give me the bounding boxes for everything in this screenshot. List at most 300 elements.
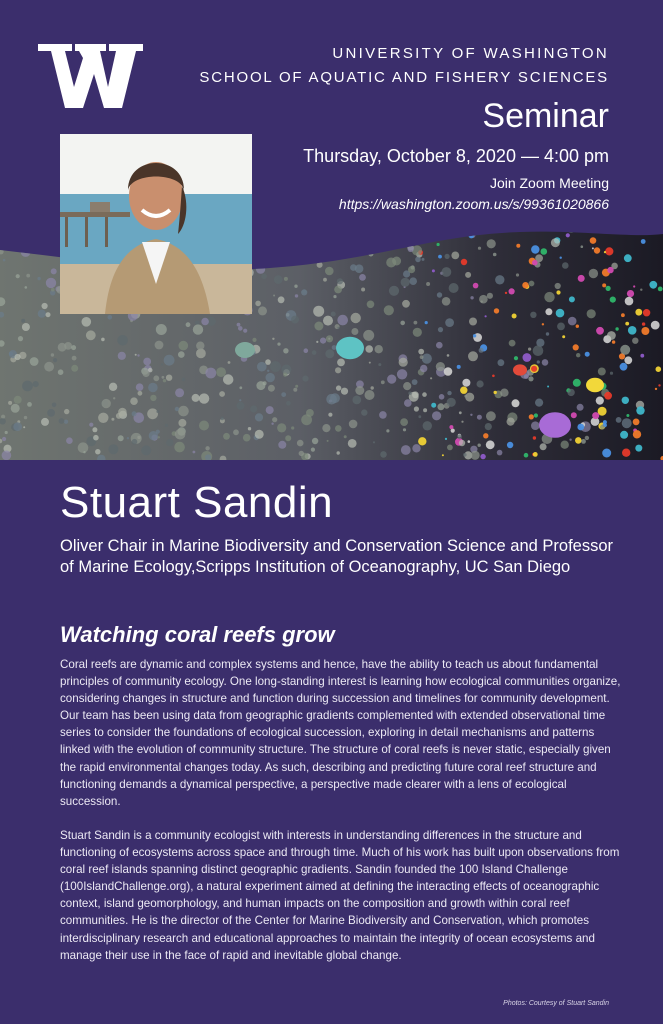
reef-texture-dot [514,356,518,360]
reef-texture-dot [573,379,581,387]
reef-texture-dot [41,418,49,426]
reef-texture-dot [182,378,186,382]
reef-texture-dot [101,338,105,342]
speaker-name: Stuart Sandin [60,478,334,527]
reef-texture-dot [83,451,85,453]
reef-texture-dot [37,277,40,280]
reef-texture-dot [431,403,436,408]
reef-texture-dot [277,343,280,346]
reef-texture-dot [442,297,451,306]
reef-texture-dot [314,254,320,260]
reef-texture-dot [52,403,57,408]
reef-texture-dot [109,383,117,391]
reef-texture-dot [500,389,508,397]
reef-texture-dot [606,286,611,291]
reef-texture-dot [420,355,424,359]
reef-texture-dot [147,408,158,419]
reef-texture-dot [488,222,494,228]
reef-texture-dot [542,323,544,325]
reef-texture-dot [655,388,657,390]
reef-texture-dot [314,225,321,232]
reef-texture-dot [143,370,150,377]
reef-texture-dot [607,331,616,340]
reef-texture-dot [413,328,422,337]
reef-texture-dot [656,366,662,372]
reef-texture-dot [546,332,549,335]
reef-texture-dot [442,454,444,456]
reef-texture-dot [555,283,561,289]
reef-texture-dot [523,353,532,362]
reef-texture-dot [350,264,357,271]
reef-texture-dot [34,227,40,233]
reef-texture-dot [402,300,410,308]
reef-texture-dot [113,397,115,399]
reef-texture-dot [278,296,285,303]
reef-texture-dot [592,247,594,249]
reef-texture-dot [622,418,632,428]
reef-texture-dot [269,223,276,230]
reef-texture-dot [281,220,291,229]
talk-title: Watching coral reefs grow [60,622,335,647]
reef-texture-dot [581,439,586,444]
reef-texture-dot [409,277,417,285]
reef-texture-dot [633,419,640,426]
reef-texture-dot [46,278,56,288]
reef-texture-dot [275,246,284,255]
reef-texture-dot [492,375,495,378]
reef-texture-dot [137,354,139,356]
reef-texture-dot [369,362,371,364]
reef-texture-dot [529,281,535,287]
reef-texture-dot [223,374,233,384]
university-name: UNIVERSITY OF WASHINGTON [332,45,609,62]
reef-texture-dot [58,369,64,375]
reef-texture-dot [422,392,427,397]
reef-texture-dot [365,390,375,400]
reef-texture-dot [412,379,418,385]
reef-texture-dot [556,309,565,318]
reef-texture-dot [581,245,584,248]
reef-texture-dot [598,368,606,376]
reef-texture-dot [328,228,334,234]
reef-texture-dot [238,326,243,331]
reef-texture-dot [643,309,650,316]
speaker-photo [60,134,252,314]
reef-texture-dot [437,243,440,246]
reef-texture-dot [175,388,184,397]
reef-texture-dot [604,392,612,400]
reef-texture-dot [337,278,343,284]
reef-texture-dot [325,267,334,276]
reef-texture-dot [612,340,615,343]
reef-texture-dot [196,342,204,350]
uw-w-logo-icon [38,44,143,108]
reef-texture-dot [136,383,144,391]
reef-texture-dot [195,321,200,326]
reef-texture-dot [493,253,497,257]
reef-texture-dot [306,409,314,417]
reef-texture-dot [418,437,426,445]
reef-texture-dot [156,324,167,335]
reef-texture-dot [509,288,515,294]
reef-texture-dot [233,429,239,435]
reef-texture-dot [359,274,366,281]
reef-texture-dot [335,367,341,373]
reef-texture-dot [397,234,407,244]
reef-texture-dot [571,412,577,418]
reef-texture-dot [25,286,28,289]
reef-texture-dot [269,235,275,241]
reef-texture-dot [14,396,22,404]
reef-texture-dot [614,220,620,224]
reef-texture-dot [542,359,549,366]
reef-texture-dot [658,384,660,386]
reef-texture-dot [92,427,97,432]
reef-texture-dot [165,424,168,427]
reef-texture-dot [108,315,113,320]
reef-texture-dot [272,240,276,244]
reef-texture-dot [111,418,114,421]
reef-texture-dot [311,448,315,452]
reef-texture-blob [513,364,527,375]
reef-texture-dot [216,367,226,377]
reef-texture-dot [331,312,336,317]
reef-texture-dot [640,354,644,358]
reef-texture-dot [341,388,348,395]
reef-texture-dot [430,377,432,379]
reef-texture-dot [578,275,585,282]
reef-texture-dot [256,381,265,390]
reef-texture-dot [495,275,504,284]
reef-texture-dot [480,454,485,459]
reef-texture-dot [415,257,421,263]
reef-texture-dot [576,353,580,357]
reef-texture-dot [516,244,520,248]
reef-texture-dot [392,257,401,266]
reef-texture-dot [624,356,632,364]
reef-texture-dot [361,409,367,415]
reef-texture-dot [621,313,625,317]
reef-texture-dot [33,381,39,387]
reef-texture-dot [420,365,427,372]
reef-texture-dot [437,292,442,297]
reef-texture-dot [178,351,185,358]
reef-texture-dot [164,355,175,366]
reef-texture-dot [283,348,288,353]
reef-texture-dot [445,254,450,259]
reef-texture-dot [389,286,399,296]
reef-texture-dot [16,274,20,278]
reef-texture-dot [59,418,65,424]
reef-texture-dot [449,283,459,293]
reef-texture-dot [575,437,582,444]
reef-texture-dot [265,359,271,365]
reef-texture-dot [64,409,69,414]
reef-texture-dot [237,402,245,410]
reef-texture-dot [576,325,579,328]
reef-texture-dot [418,349,424,355]
reef-texture-dot [258,306,267,315]
reef-texture-dot [535,399,543,407]
reef-texture-dot [71,345,76,350]
reef-texture-dot [352,396,361,405]
reef-texture-dot [273,245,279,251]
reef-texture-dot [534,413,538,417]
reef-texture-dot [239,399,241,401]
reef-texture-dot [529,414,534,419]
reef-texture-dot [102,399,111,408]
reef-texture-dot [447,391,451,395]
reef-texture-dot [465,272,471,278]
reef-texture-dot [256,265,265,274]
reef-texture-dot [449,425,453,429]
reef-texture-dot [427,229,430,232]
reef-texture-dot [625,297,634,306]
reef-texture-dot [422,354,432,364]
reef-texture-dot [627,290,634,297]
reef-texture-dot [632,338,638,344]
reef-texture-dot [262,242,271,251]
reef-texture-dot [537,360,540,363]
reef-texture-dot [486,411,496,421]
reef-texture-dot [325,349,334,358]
reef-texture-dot [243,329,247,333]
reef-texture-dot [199,421,209,431]
reef-texture-dot [141,445,151,455]
reef-texture-dot [261,274,267,280]
reef-texture-dot [607,267,613,273]
reef-texture-dot [255,413,263,421]
reef-texture-dot [640,289,642,291]
reef-texture-dot [620,363,628,371]
reef-texture-dot [498,359,505,366]
reef-texture-dot [459,411,462,414]
zoom-label: Join Zoom Meeting [489,175,609,191]
reef-texture-dot [64,420,68,424]
reef-texture-dot [2,451,12,461]
reef-texture-dot [561,441,569,449]
reef-texture-dot [255,220,261,226]
reef-texture-dot [2,437,6,441]
reef-texture-dot [414,406,419,411]
reef-texture-dot [461,421,463,423]
reef-texture-dot [23,426,25,428]
reef-texture-dot [257,362,267,372]
reef-texture-dot [447,445,453,451]
reef-texture-dot [486,440,495,449]
reef-texture-dot [585,436,589,440]
reef-texture-dot [568,317,577,326]
reef-texture-dot [336,385,341,390]
reef-texture-dot [524,374,529,379]
reef-texture-dot [566,233,570,237]
reef-texture-dot [46,244,56,254]
reef-texture-dot [649,281,657,289]
reef-texture-dot [274,275,283,284]
reef-texture-dot [533,436,536,439]
reef-texture-dot [373,441,375,443]
reef-texture-dot [438,327,443,332]
reef-texture-dot [487,239,496,248]
reef-texture-dot [196,349,206,359]
reef-texture-dot [605,247,613,255]
reef-texture-dot [471,451,480,460]
reef-texture-dot [577,404,584,411]
reef-texture-blob [336,337,364,359]
reef-texture-dot [569,296,575,302]
reef-texture-dot [380,451,387,458]
reef-texture-dot [334,286,342,294]
reef-texture-dot [161,363,163,365]
reef-texture-dot [477,415,482,420]
reef-texture-dot [351,313,361,323]
reef-texture-dot [149,431,158,440]
reef-texture-dot [540,443,547,450]
reef-texture-dot [626,414,629,417]
reef-texture-dot [509,340,516,347]
reef-texture-dot [150,395,156,401]
reef-texture-dot [302,376,308,382]
reef-texture-dot [401,445,411,455]
reef-texture-dot [273,295,275,297]
reef-texture-dot [622,449,630,457]
reef-texture-dot [344,435,347,438]
reef-texture-dot [118,408,127,417]
reef-texture-dot [18,336,23,341]
reef-texture-dot [414,321,418,325]
reef-texture-dot [463,453,467,457]
reef-texture-dot [332,345,337,350]
reef-texture-dot [462,379,470,387]
reef-texture-dot [577,424,584,431]
reef-texture-dot [148,383,158,393]
reef-texture-dot [333,295,336,298]
reef-texture-dot [560,257,562,259]
reef-texture-dot [361,288,365,292]
reef-texture-dot [567,389,574,396]
reef-texture-dot [590,237,597,244]
reef-texture-dot [283,228,290,235]
zoom-link[interactable]: https://washington.zoom.us/s/99361020866 [338,196,609,212]
reef-texture-dot [322,424,330,432]
reef-texture-dot [286,220,295,228]
reef-texture-dot [615,327,618,330]
reef-texture-dot [268,385,275,392]
reef-texture-dot [178,406,189,417]
reef-texture-dot [494,308,499,313]
reef-texture-dot [425,321,428,324]
reef-texture-dot [272,338,274,340]
reef-texture-dot [237,323,241,327]
reef-texture-dot [596,327,604,335]
reef-texture-dot [620,431,628,439]
reef-texture-dot [51,288,55,292]
reef-texture-dot [349,420,358,429]
reef-texture-dot [327,242,334,249]
reef-texture-dot [403,382,411,390]
reef-texture-dot [635,445,642,452]
reef-texture-dot [445,438,447,440]
reef-texture-dot [53,220,60,226]
school-name: SCHOOL OF AQUATIC AND FISHERY SCIENCES [199,69,609,86]
reef-texture-dot [469,318,477,326]
reef-texture-dot [592,412,599,419]
reef-texture-dot [285,435,291,441]
reef-texture-dot [485,315,487,317]
reef-texture-dot [628,326,637,335]
reef-texture-dot [255,430,264,439]
reef-texture-dot [594,228,597,231]
reef-texture-dot [278,441,286,449]
reef-texture-dot [485,423,492,430]
reef-texture-dot [323,237,329,243]
event-datetime: Thursday, October 8, 2020 — 4:00 pm [303,146,609,166]
reef-texture-dot [397,369,407,379]
reef-texture-dot [363,330,374,341]
reef-texture-dot [267,370,269,372]
reef-texture-dot [323,316,333,326]
reef-texture-dot [297,440,304,447]
reef-texture-dot [20,245,24,249]
reef-texture-dot [348,439,357,448]
reef-texture-dot [250,405,257,412]
reef-texture-dot [153,375,159,381]
reef-texture-dot [497,450,503,456]
reef-texture-dot [193,451,196,454]
reef-texture-dot [51,353,54,356]
reef-texture-dot [284,247,293,256]
reef-texture-dot [423,408,427,412]
reef-texture-dot [354,247,361,254]
reef-texture-dot [524,453,529,458]
reef-texture-dot [423,421,432,430]
reef-texture-dot [625,322,629,326]
reef-texture-dot [530,312,536,318]
reef-texture-dot [544,292,554,302]
reef-texture-dot [205,446,209,450]
reef-texture-dot [478,247,481,250]
reef-texture-dot [457,434,462,439]
reef-texture-dot [557,323,565,331]
reef-texture-dot [375,345,383,353]
reef-texture-dot [603,420,607,424]
reef-texture-dot [266,406,274,414]
reef-texture-dot [27,402,32,407]
reef-texture-dot [633,223,639,229]
reef-texture-dot [283,373,287,377]
reef-texture-dot [368,225,375,232]
reef-texture-dot [569,439,571,441]
reef-texture-dot [312,350,317,355]
reef-texture-dot [562,335,565,338]
reef-texture-dot [522,282,528,288]
reef-texture-dot [384,305,394,315]
photo-credit: Photos: Courtesy of Stuart Sandin [503,1000,609,1007]
reef-texture-dot [11,404,20,413]
reef-texture-dot [192,394,200,402]
reef-texture-dot [457,365,461,369]
reef-texture-dot [335,425,342,432]
reef-texture-dot [494,391,497,394]
reef-texture-dot [271,423,273,425]
reef-texture-dot [266,373,275,382]
reef-texture-dot [24,416,27,419]
reef-texture-dot [521,220,527,226]
reef-texture-dot [365,345,373,353]
reef-texture-dot [53,358,57,362]
reef-texture-dot [427,220,433,224]
reef-texture-dot [228,361,231,364]
